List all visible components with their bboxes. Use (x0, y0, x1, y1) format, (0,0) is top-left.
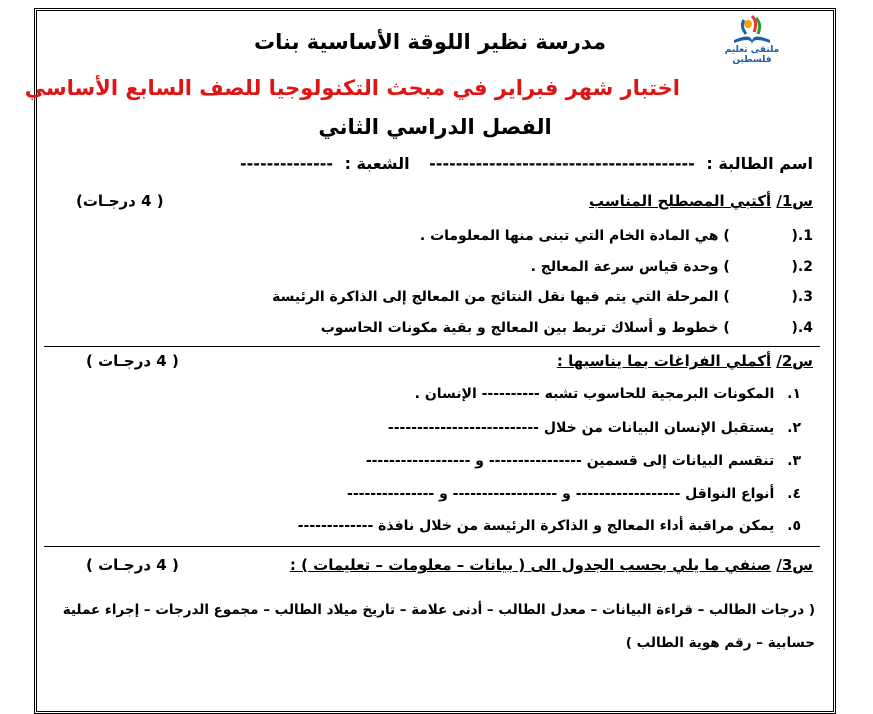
name-label: اسم الطالبة : (706, 154, 813, 173)
section-blank: -------------- (240, 154, 333, 173)
item-number: 3.( (791, 289, 813, 305)
q2-label: س2/ (776, 352, 813, 370)
q2-text: أكملي الفراغات بما يناسبها : (556, 352, 772, 370)
q1-item-4 (321, 320, 813, 336)
item-close: ) (723, 228, 730, 244)
separator (44, 346, 820, 347)
q3-text: صنفي ما يلي بحسب الجدول الى ( بيانات – معلومات – تعليمات ) : (289, 556, 772, 574)
school-name: مدرسة نظير اللوقة الأساسية بنات (254, 30, 606, 54)
item-text: أنواع النواقل ------------------ و ------------------ و --------------- (347, 486, 775, 502)
logo (712, 12, 792, 65)
logo-text: ملتقى تعليم فلسطين (724, 45, 780, 65)
exam-title: اختبار شهر فبراير في مبحث التكنولوجيا للصف السابع الأساسي (24, 76, 680, 100)
q2-item-3 (366, 453, 801, 469)
book-logo-icon (712, 12, 792, 46)
semester: الفصل الدراسي الثاني (318, 115, 552, 139)
q3-label: س3/ (776, 556, 813, 574)
section-label: الشعبة : (344, 154, 410, 173)
q1-item-3 (272, 289, 813, 305)
item-number: 4.( (791, 320, 813, 336)
q1-grade: ( 4 درجـات) (76, 192, 164, 210)
q1-text: أكتبي المصطلح المناسب (589, 192, 772, 210)
q2-item-4 (347, 486, 801, 502)
item-number: ٢. (787, 420, 801, 436)
item-text: وحدة قياس سرعة المعالج . (530, 259, 719, 275)
item-number: 2.( (791, 259, 813, 275)
item-text: خطوط و أسلاك تربط بين المعالج و بقية مكونات الحاسوب (320, 320, 719, 336)
q1-label: س1/ (776, 192, 813, 210)
q3-grade: ( 4 درجـات ) (86, 556, 179, 574)
q2-grade: ( 4 درجـات ) (86, 352, 179, 370)
item-text: المرحلة التي يتم فيها نقل النتائج من المعالج إلى الذاكرة الرئيسة (272, 289, 719, 305)
q1-item-1 (420, 228, 813, 244)
item-number: ١. (787, 386, 801, 402)
item-number: ٥. (787, 518, 801, 534)
item-text: يمكن مراقبة أداء المعالج و الذاكرة الرئيسة من خلال نافذة ------------- (297, 518, 775, 534)
name-blank: ---------------------------------------- (429, 154, 695, 173)
q1-heading (589, 192, 813, 210)
q2-item-5 (298, 518, 801, 534)
q3-list-line-2: حسابية – رقم هوية الطالب ) (625, 635, 815, 651)
item-close: ) (723, 259, 730, 275)
q2-item-2 (388, 420, 801, 436)
q1-item-2 (531, 259, 813, 275)
q2-item-1 (415, 386, 801, 402)
item-text: تنقسم البيانات إلى قسمين ---------------- و ------------------ (365, 453, 775, 469)
item-number: 1.( (791, 228, 813, 244)
separator (44, 546, 820, 547)
student-info-row (240, 154, 813, 173)
item-text: هي المادة الخام التي تبنى منها المعلومات . (419, 228, 719, 244)
item-number: ٤. (787, 486, 801, 502)
q3-list-line-1: ( درجات الطالب – قراءة البيانات – معدل الطالب – أدنى علامة – تاريخ ميلاد الطالب – مجموع الدرجات – إجراء عملية (62, 602, 815, 618)
item-close: ) (723, 320, 730, 336)
item-number: ٣. (787, 453, 801, 469)
q3-heading (290, 556, 813, 574)
q2-heading (557, 352, 813, 370)
item-close: ) (723, 289, 730, 305)
item-text: المكونات البرمجية للحاسوب تشبه ---------- الإنسان . (414, 386, 775, 402)
item-text: يستقبل الإنسان البيانات من خلال -------------------------- (387, 420, 775, 436)
